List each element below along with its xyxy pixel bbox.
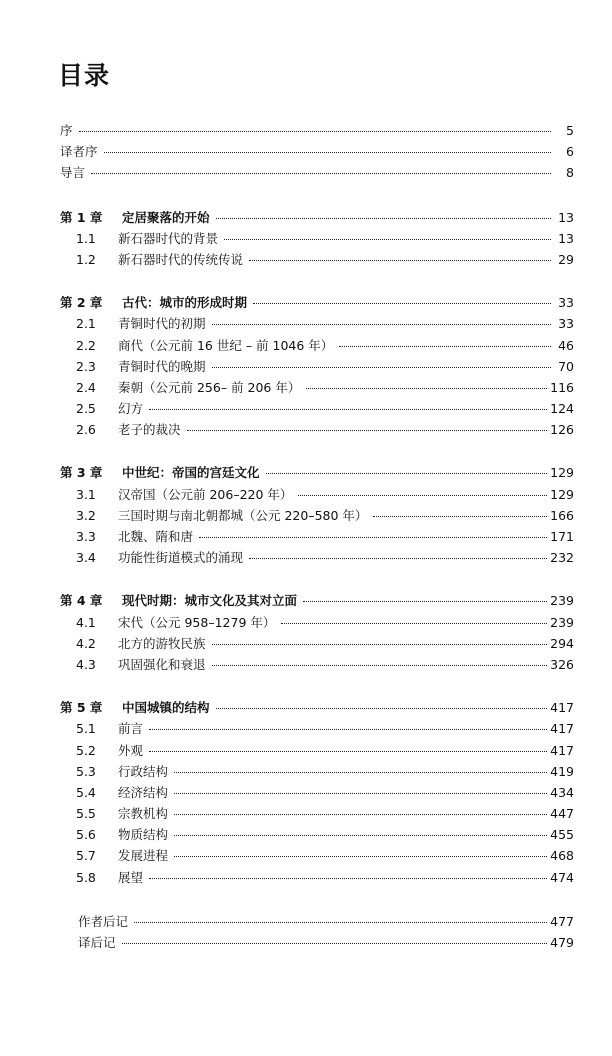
page-number: 13: [558, 230, 574, 246]
page-number: 468: [550, 848, 574, 864]
section-title: 北魏、隋和唐: [118, 529, 194, 544]
entry-title: 序: [60, 123, 73, 138]
section-title: 宋代（公元 958–1279 年）: [118, 614, 276, 630]
toc-entry-section-3-2[interactable]: [60, 505, 574, 526]
section-title: 前言: [118, 721, 144, 737]
dot-leader: [253, 303, 551, 304]
toc-entry-section-5-1[interactable]: [60, 718, 574, 739]
section-title: 老子的裁决: [118, 422, 181, 438]
spacer: [60, 888, 574, 911]
toc-entry-section-5-2[interactable]: [60, 740, 574, 761]
spacer: [60, 270, 574, 292]
page-number: 171: [550, 529, 574, 544]
toc-entry-section-2-4[interactable]: [60, 377, 574, 398]
dot-leader: [149, 729, 547, 730]
toc-entry-chapter-4[interactable]: [60, 590, 574, 611]
page-number: 326: [550, 656, 574, 672]
toc-entry-section-4-1[interactable]: [60, 612, 574, 633]
toc-entry-section-2-2[interactable]: [60, 335, 574, 356]
page-number: 116: [550, 379, 574, 395]
page-number: 479: [550, 935, 574, 950]
dot-leader: [216, 708, 548, 709]
toc-entry-translator-preface[interactable]: [60, 141, 574, 162]
toc-entry-section-3-3[interactable]: [60, 526, 574, 547]
section-title: 行政结构: [118, 763, 169, 779]
section-title: 商代（公元前 16 世纪 – 前 1046 年）: [118, 337, 334, 353]
toc-entry-chapter-3[interactable]: [60, 462, 574, 483]
toc-entry-section-5-5[interactable]: [60, 803, 574, 824]
page-number: 419: [550, 763, 574, 779]
section-title: 功能性街道模式的涌现: [118, 550, 244, 566]
page-number: 474: [550, 869, 574, 885]
toc-entry-chapter-5[interactable]: [60, 697, 574, 718]
toc-entry-section-4-3[interactable]: [60, 654, 574, 675]
entry-title: 译者序: [60, 144, 98, 160]
section-number: 4.2: [76, 635, 96, 651]
chapter-title: 中国城镇的结构: [122, 700, 210, 716]
dot-leader: [187, 430, 548, 431]
page-number: 6: [566, 144, 574, 160]
dot-leader: [79, 131, 551, 132]
dot-leader: [212, 665, 548, 666]
page-title: 目录: [58, 61, 111, 90]
section-number: 3.2: [76, 507, 96, 523]
page-number: 294: [550, 635, 574, 651]
dot-leader: [149, 878, 547, 879]
section-title: 新石器时代的传统传说: [118, 251, 244, 267]
dot-leader: [303, 601, 547, 602]
toc-entry-section-2-3[interactable]: [60, 356, 574, 377]
toc-entry-section-3-1[interactable]: [60, 484, 574, 505]
section-title: 青铜时代的初期: [118, 316, 206, 332]
section-title: 外观: [118, 742, 144, 758]
dot-leader: [174, 856, 547, 857]
page-number: 447: [550, 806, 574, 822]
section-title: 青铜时代的晚期: [118, 358, 206, 374]
chapter-title: 古代：城市的形成时期: [122, 295, 248, 311]
page-number: 455: [550, 827, 574, 843]
page-number: 124: [550, 401, 574, 417]
toc-entry-section-5-8[interactable]: [60, 867, 574, 888]
page-number: 417: [550, 721, 574, 737]
section-title: 展望: [118, 869, 144, 885]
toc-entry-section-2-5[interactable]: [60, 398, 574, 419]
spacer: [60, 675, 574, 697]
toc-entry-section-5-6[interactable]: [60, 824, 574, 845]
entry-title: 导言: [60, 165, 86, 181]
page-number: 129: [550, 486, 574, 502]
toc-entry-section-2-1[interactable]: [60, 313, 574, 334]
dot-leader: [212, 644, 548, 645]
section-title: 三国时期与南北朝都城（公元 220–580 年）: [118, 507, 368, 523]
section-title: 发展进程: [118, 848, 169, 864]
dot-leader: [249, 558, 547, 559]
entry-title: 译后记: [78, 935, 116, 950]
section-number: 1.2: [76, 251, 96, 267]
page-number: 126: [550, 422, 574, 438]
section-title: 巩固强化和衰退: [118, 656, 206, 672]
page-number: 13: [558, 209, 574, 225]
section-title: 宗教机构: [118, 806, 169, 822]
dot-leader: [174, 772, 547, 773]
toc-entry-section-5-3[interactable]: [60, 761, 574, 782]
toc-entry-section-5-7[interactable]: [60, 845, 574, 866]
toc-entry-chapter-1[interactable]: [60, 207, 574, 228]
page-number: 29: [558, 251, 574, 267]
dot-leader: [306, 388, 547, 389]
spacer: [60, 568, 574, 590]
section-title: 新石器时代的背景: [118, 230, 219, 246]
section-number: 2.2: [76, 337, 96, 353]
chapter-number: 第 1 章: [60, 209, 103, 225]
page-number: 46: [558, 337, 574, 353]
page-number: 8: [566, 165, 574, 181]
dot-leader: [281, 623, 547, 624]
section-number: 2.1: [76, 316, 96, 332]
toc-entry-section-5-4[interactable]: [60, 782, 574, 803]
chapter-number: 第 4 章: [60, 593, 103, 609]
section-number: 4.3: [76, 656, 96, 672]
section-number: 2.4: [76, 379, 96, 395]
page-number: 70: [558, 358, 574, 374]
toc-entry-section-3-4[interactable]: [60, 547, 574, 568]
dot-leader: [212, 324, 551, 325]
section-number: 5.6: [76, 827, 96, 843]
page-number: 5: [566, 123, 574, 138]
section-number: 3.1: [76, 486, 96, 502]
dot-leader: [199, 537, 547, 538]
section-number: 1.1: [76, 230, 96, 246]
spacer: [60, 184, 574, 207]
dot-leader: [149, 409, 547, 410]
page-number: 434: [550, 784, 574, 800]
chapter-number: 第 5 章: [60, 700, 103, 716]
dot-leader: [212, 367, 551, 368]
section-title: 幻方: [118, 401, 144, 417]
dot-leader: [91, 173, 551, 174]
section-number: 3.3: [76, 529, 96, 544]
dot-leader: [373, 516, 547, 517]
toc-entry-introduction[interactable]: [60, 162, 574, 183]
toc-entry-section-1-2[interactable]: [60, 249, 574, 270]
dot-leader: [216, 218, 551, 219]
page-number: 239: [550, 593, 574, 609]
dot-leader: [174, 835, 547, 836]
table-of-contents: [60, 120, 574, 953]
page-number: 33: [558, 295, 574, 311]
page-number: 239: [550, 614, 574, 630]
chapter-number: 第 2 章: [60, 295, 103, 311]
section-number: 2.3: [76, 358, 96, 374]
section-title: 北方的游牧民族: [118, 635, 206, 651]
section-number: 5.5: [76, 806, 96, 822]
section-number: 2.5: [76, 401, 96, 417]
toc-entry-chapter-2[interactable]: [60, 292, 574, 313]
section-number: 5.8: [76, 869, 96, 885]
section-number: 5.7: [76, 848, 96, 864]
dot-leader: [339, 346, 551, 347]
section-number: 5.3: [76, 763, 96, 779]
toc-entry-section-4-2[interactable]: [60, 633, 574, 654]
dot-leader: [174, 814, 547, 815]
chapter-number: 第 3 章: [60, 465, 103, 481]
page-number: 417: [550, 742, 574, 758]
dot-leader: [134, 922, 547, 923]
chapter-title: 现代时期：城市文化及其对立面: [122, 593, 298, 609]
page-number: 477: [550, 913, 574, 929]
section-number: 5.1: [76, 721, 96, 737]
section-title: 经济结构: [118, 784, 169, 800]
dot-leader: [249, 260, 551, 261]
section-number: 4.1: [76, 614, 96, 630]
toc-entry-translator-afterword[interactable]: [60, 932, 574, 953]
chapter-title: 中世纪：帝国的宫廷文化: [122, 465, 260, 481]
toc-entry-preface[interactable]: [60, 120, 574, 141]
dot-leader: [149, 751, 547, 752]
page-number: 417: [550, 700, 574, 716]
dot-leader: [122, 943, 548, 944]
dot-leader: [298, 495, 547, 496]
dot-leader: [104, 152, 551, 153]
chapter-title: 定居聚落的开始: [122, 209, 210, 225]
toc-entry-section-1-1[interactable]: [60, 228, 574, 249]
page-number: 129: [550, 465, 574, 481]
section-title: 物质结构: [118, 827, 169, 843]
section-number: 5.2: [76, 742, 96, 758]
dot-leader: [174, 793, 547, 794]
section-number: 5.4: [76, 784, 96, 800]
toc-entry-section-2-6[interactable]: [60, 419, 574, 440]
section-number: 3.4: [76, 550, 96, 566]
section-title: 秦朝（公元前 256– 前 206 年）: [118, 379, 301, 395]
dot-leader: [266, 473, 548, 474]
spacer: [60, 440, 574, 462]
toc-entry-author-afterword[interactable]: [60, 911, 574, 932]
page-number: 232: [550, 550, 574, 566]
section-title: 汉帝国（公元前 206–220 年）: [118, 486, 293, 502]
dot-leader: [224, 239, 551, 240]
section-number: 2.6: [76, 422, 96, 438]
page-number: 166: [550, 507, 574, 523]
page-number: 33: [558, 316, 574, 332]
entry-title: 作者后记: [78, 913, 129, 929]
